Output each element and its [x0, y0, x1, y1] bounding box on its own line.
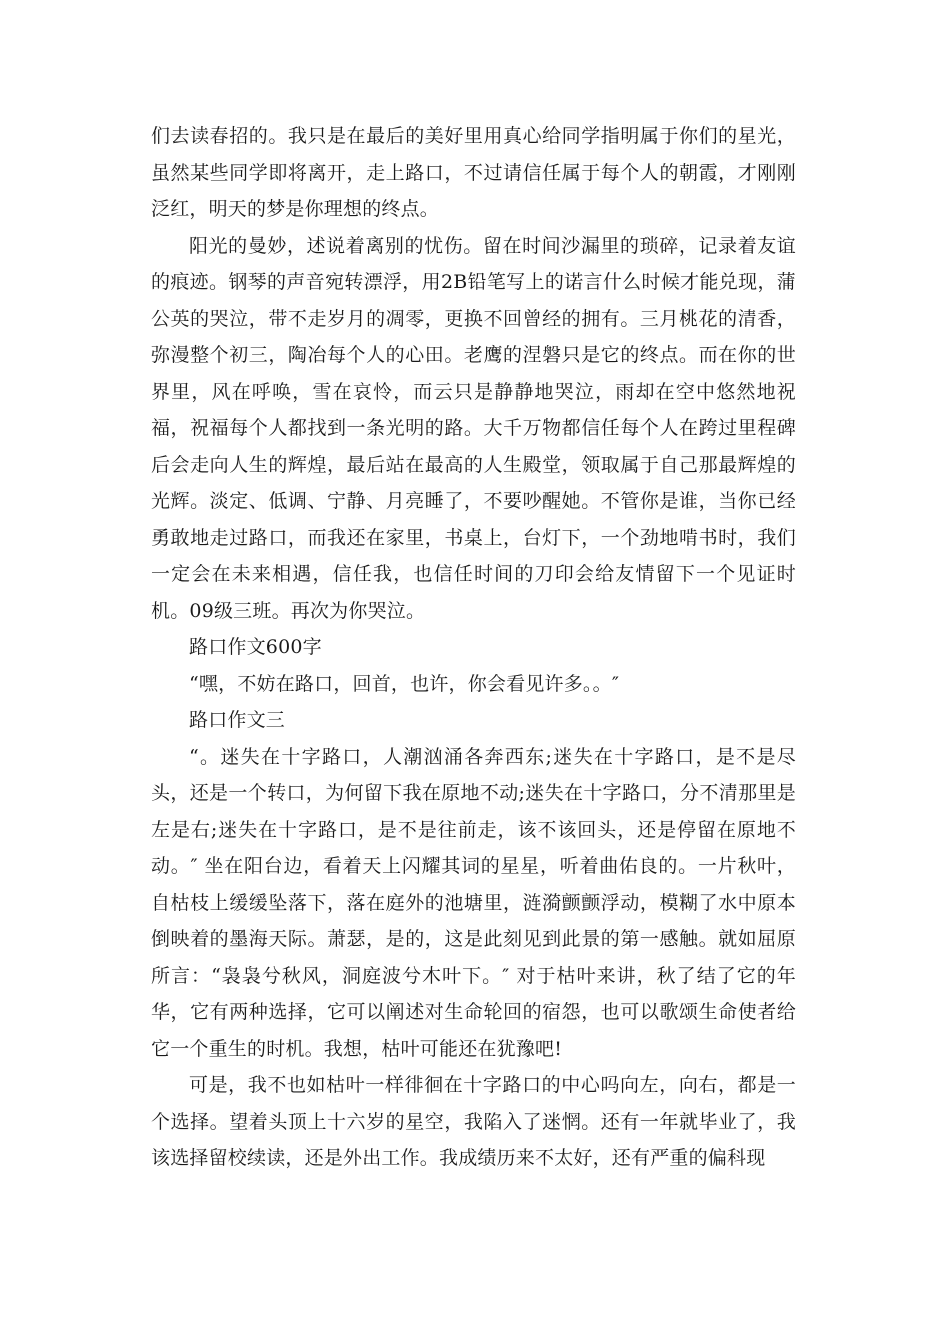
section-heading-3: 路口作文三 — [189, 709, 286, 731]
paragraph-2: 阳光的曼妙，述说着离别的忧伤。留在时间沙漏里的琐碎，记录着友谊的痕迹。钢琴的声音宛转漂浮，用2B铅笔写上的诺言什么时候才能兑现，蒲公英的哭泣，带不走岁月的凋零，更换不回曾经的拥有。三月桃花的清香，弥漫整个初三，陶冶每个人的心田。老鹰的涅磐只是它的终点。而在你的世界里，风在呼唤，雪在哀怜，而云只是静静地哭泣，雨却在空中悠然地祝福，祝福每个人都找到一条光明的路。大千万物都信任每个人在跨过里程碑后会走向人生的辉煌，最后站在最高的人生殿堂，领取属于自己那最辉煌的光辉。淡定、低调、宁静、月亮睡了，不要吵醒她。不管你是谁，当你已经勇敢地走过路口，而我还在家里，书桌上，台灯下，一个劲地啃书时，我们一定会在未来相遇，信任我，也信任时间的刀印会给友情留下一个见证时机。09级三班。再次为你哭泣。 — [151, 234, 796, 622]
paragraph-quote: “嘿，不妨在路口，回首，也许，你会看见许多。。″ — [189, 672, 620, 695]
paragraph-choice: 可是，我不也如枯叶一样徘徊在十字路口的中心吗向左，向右，都是一个选择。望着头顶上十六岁的星空，我陷入了迷惘。还有一年就毕业了，我该选择留校续读，还是外出工作。我成绩历来不太好，还有严重的偏科现 — [151, 1074, 796, 1169]
paragraph-1: 们去读春招的。我只是在最后的美好里用真心给同学指明属于你们的星光，虽然某些同学即将离开，走上路口，不过请信任属于每个人的朝霞，才刚刚泛红，明天的梦是你理想的终点。 — [151, 125, 796, 220]
paragraph-crossroads: “。迷失在十字路口，人潮汹涌各奔西东;迷失在十字路口，是不是尽头，还是一个转口，为何留下我在原地不动;迷失在十字路口，分不清那里是左是右;迷失在十字路口，是不是往前走，该不该回头，还是停留在原地不动。″ 坐在阳台边，看着天上闪耀其词的星星，听着曲佑良的。一片秋叶，自枯枝上缓缓坠落下，落在庭外的池塘里，涟漪颤颤浮动，模糊了水中原本倒映着的墨海天际。萧瑟，是的，这是此刻见到此景的第一感触。就如屈原所言：“袅袅兮秋风，洞庭波兮木叶下。″ 对于枯叶来讲，秋了结了它的年华，它有两种选择，它可以阐述对生命轮回的宿怨，也可以歌颂生命使者给它一个重生的时机。我想，枯叶可能还在犹豫吧! — [151, 745, 796, 1060]
section-heading-600: 路口作文600字 — [189, 636, 322, 658]
document-body — [151, 118, 796, 1177]
